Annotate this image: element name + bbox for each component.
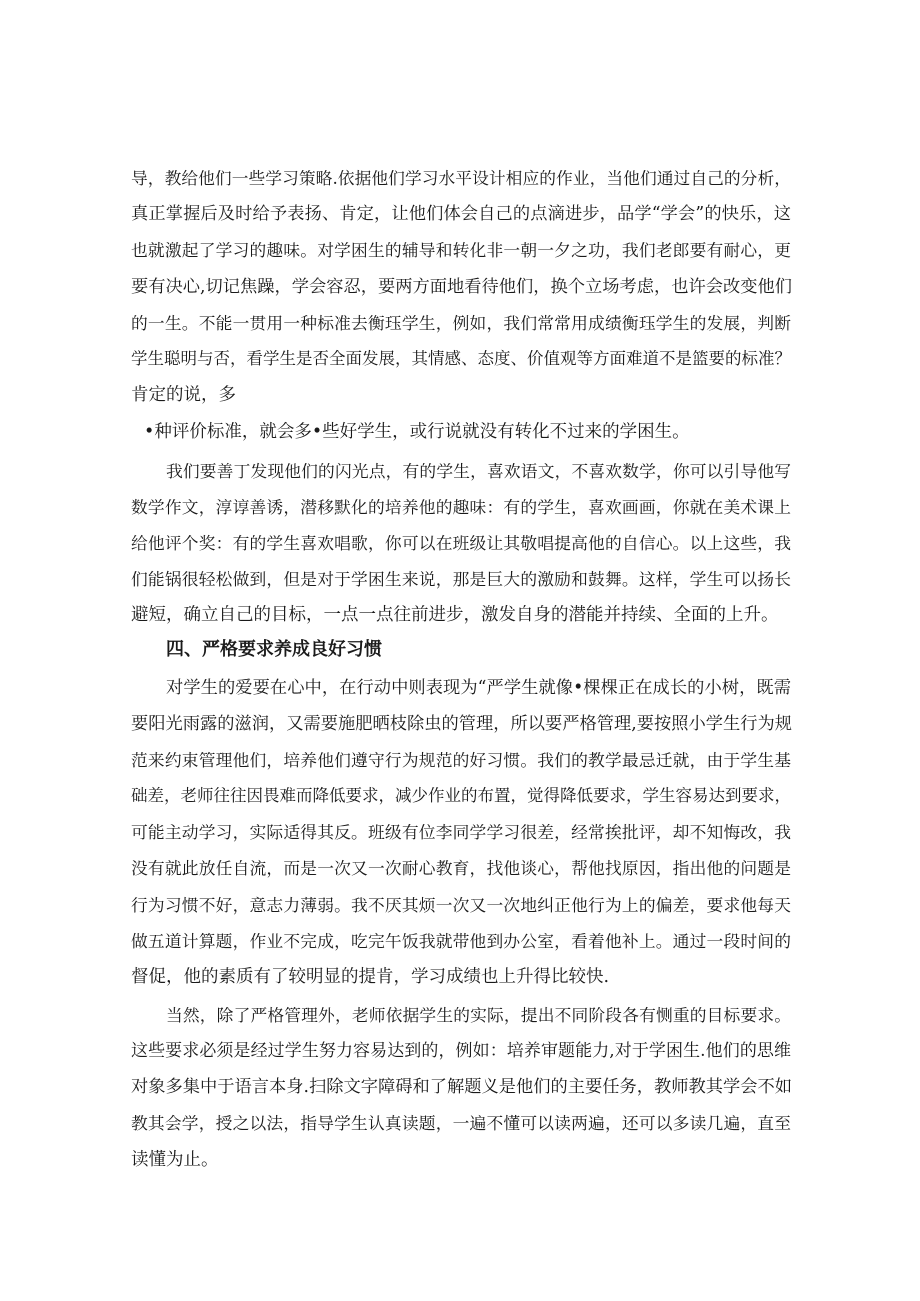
text-line: 们能锅很轻松做到，但是对于学困生来说，那是巨大的激励和鼓舞。这样，学生可以扬长	[131, 569, 791, 589]
section-heading: 四、严格要求养成良好习惯	[166, 639, 382, 660]
text-line: 这些要求必须是经过学生努力容易达到的，例如：培养审题能力,对于学困生.他们的思维	[131, 1041, 791, 1061]
paragraph-first-line: 我们要善丁发现他们的闪光点，有的学生，喜欢语文，不喜欢数学，你可以引导他写	[166, 461, 791, 481]
text-line: 做五道计算题，作业不完成，吃完午饭我就带他到办公室，看着他补上。通过一段时间的	[131, 931, 791, 951]
text-line: 也就激起了学习的趣味。对学困生的辅导和转化非一朝一夕之功，我们老郎要有耐心，更	[131, 240, 791, 260]
text-line: 对象多集中于语言本身.扫除文字障碍和了解题义是他们的主要任务，教师教其学会不如	[131, 1077, 792, 1097]
text-line: 导，教给他们一些学习策略.依据他们学习水平设计相应的作业，当他们通过自己的分析，	[131, 168, 791, 188]
text-line: 的一生。不能一贯用一种标准去衡珏学生，例如，我们常常用成绩衡珏学生的发展，判断	[131, 313, 791, 333]
text-line: 避短，确立自己的目标，一点一点往前进步，激发自身的潜能并持续、全面的上升。	[131, 605, 779, 625]
text-line: 要阳光雨露的滋润，又需要施肥晒枝除虫的管理，所以要严格管理,要按照小学生行为规	[131, 714, 792, 734]
text-line: 行为习惯不好，意志力薄弱。我不厌其烦一次又一次地纠正他行为上的偏差，要求他每天	[131, 895, 791, 915]
bullet-text-line: •种评价标准，就会多•些好学生，或行说就没有转化不过来的学困生。	[144, 422, 690, 442]
text-line: 没有就此放任自流，而是一次又一次耐心教育，找他谈心，帮他找原因，指出他的问题是	[131, 858, 791, 878]
text-line: 给他评个奖：有的学生喜欢唱歌，你可以在班级让其敬唱提高他的自信心。以上这些，我	[131, 533, 791, 553]
text-line: 教其会学，授之以法，指导学生认真读题，一遍不懂可以读两遍，还可以多读几遍，直至	[131, 1113, 791, 1133]
text-line: 督促，他的素质有了较明显的提肯，学习成绩也上升得比较快.	[131, 967, 610, 987]
text-line: 要有决心,切记焦躁，学会容忍，要两方面地看待他们，换个立场考虑，也许会改变他们	[131, 277, 792, 297]
paragraph-first-line: 对学生的爱要在心中，在行动中则表现为“严学生就像•棵棵正在成长的小树，既需	[166, 678, 791, 698]
text-line: 学生聪明与否，看学生是否全面发展，其情感、态度、价值观等方面难道不是篮要的标准？	[131, 349, 791, 368]
text-line: 数学作文，淳谆善诱，潜移默化的培养他的趣味：有的学生，喜欢画画，你就在美术课上	[131, 497, 791, 517]
text-line: 肯定的说，多	[131, 385, 236, 405]
text-line: 真正掌握后及时给予表扬、肯定，让他们体会自己的点滴进步，品学“学会”的快乐，这	[131, 204, 791, 224]
text-line: 范来约束管理他们，培养他们遵守行为规范的好习惯。我们的教学最忌迁就，由于学生基	[131, 750, 791, 770]
text-line: 础差，老师往往因畏难而降低要求，减少作业的布置，觉得降低要求，学生容易达到要求，	[131, 786, 791, 805]
text-line: 读懂为止。	[131, 1150, 219, 1170]
text-line: 可能主动学习，实际适得其反。班级有位李同学学习很差，经常挨批评，却不知悔改，我	[131, 822, 791, 842]
paragraph-first-line: 当然，除了严格管理外，老师依据学生的实际，提出不同阶段各有恻重的目标要求。	[166, 1005, 791, 1025]
